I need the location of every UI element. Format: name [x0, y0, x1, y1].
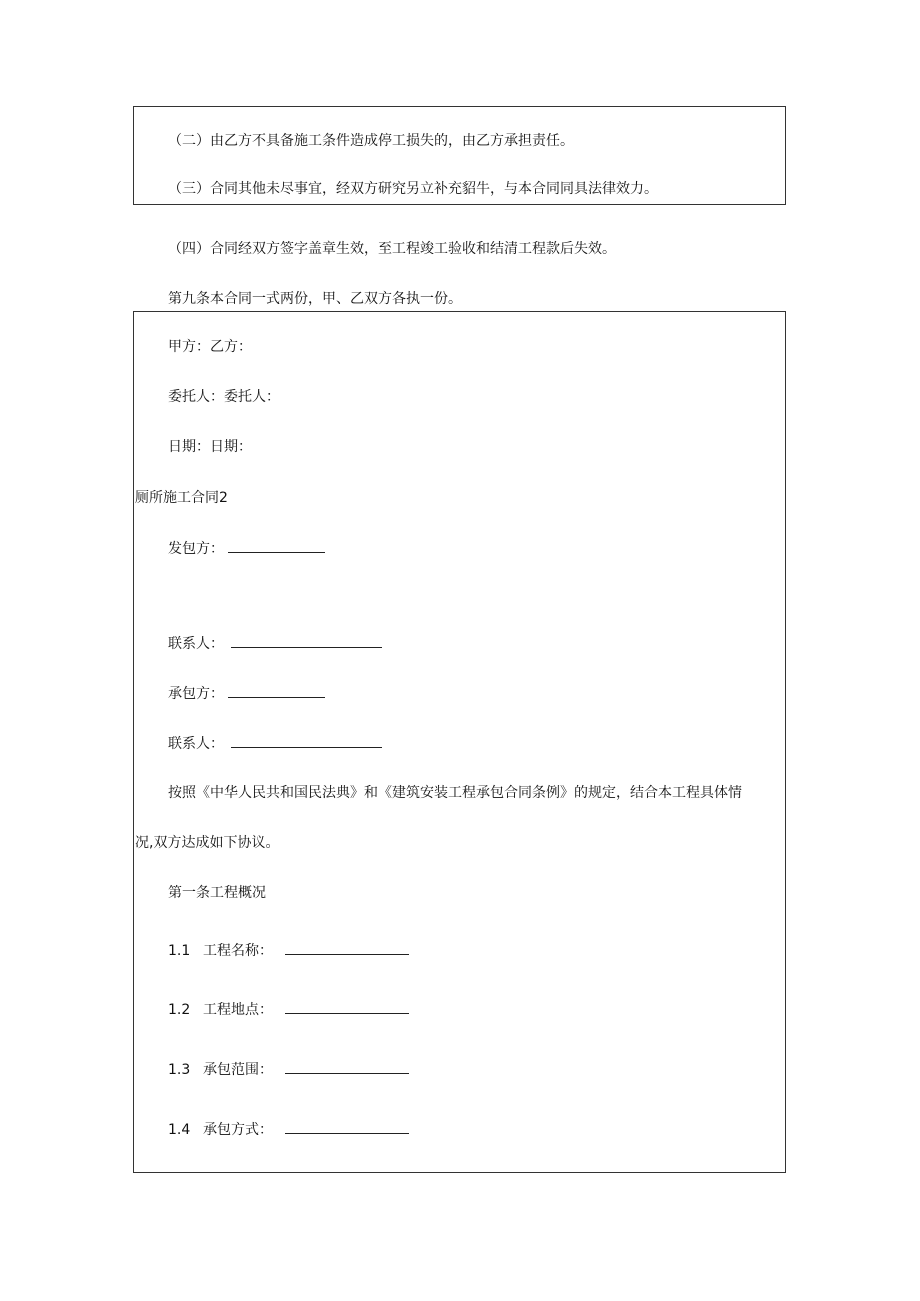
contractor-contact-label: 联系人： — [168, 736, 224, 752]
contractor-contact-row — [168, 733, 382, 753]
item-blank[interactable] — [285, 940, 409, 955]
item-number: 1.2 — [168, 1002, 191, 1018]
preamble-line-2: 况,双方达成如下协议。 — [135, 835, 280, 851]
employer-row — [168, 538, 325, 558]
contractor-contact-blank[interactable] — [231, 733, 382, 748]
item-label: 承包方式： — [203, 1122, 273, 1138]
signature-parties: 甲方：乙方： — [168, 339, 252, 355]
employer-blank[interactable] — [228, 538, 325, 553]
clause-4-text: （四）合同经双方签字盖章生效，至工程竣工验收和结清工程款后失效。 — [168, 241, 616, 257]
clause-2-text: （二）由乙方不具备施工条件造成停工损失的，由乙方承担责任。 — [168, 133, 574, 149]
article-1-title: 第一条工程概况 — [168, 885, 266, 901]
item-number: 1.1 — [168, 943, 191, 959]
contractor-label: 承包方： — [168, 686, 224, 702]
employer-contact-row — [168, 633, 382, 653]
contractor-row — [168, 683, 325, 703]
item-1-4 — [168, 1119, 409, 1139]
employer-label: 发包方： — [168, 541, 224, 557]
employer-contact-label: 联系人： — [168, 636, 224, 652]
item-blank[interactable] — [285, 1119, 409, 1134]
clause-3-text: （三）合同其他未尽事宜，经双方研究另立补充貂牛，与本合同同具法律效力。 — [168, 181, 658, 197]
preamble-line-1: 按照《中华人民共和国民法典》和《建筑安装工程承包合同条例》的规定，结合本工程具体情 — [168, 785, 742, 801]
employer-contact-blank[interactable] — [231, 633, 382, 648]
article-9-text: 第九条本合同一式两份，甲、乙双方各执一份。 — [168, 291, 462, 307]
contractor-blank[interactable] — [228, 683, 325, 698]
item-number: 1.4 — [168, 1122, 191, 1138]
signature-agents: 委托人：委托人： — [168, 389, 280, 405]
signature-dates: 日期：日期： — [168, 439, 252, 455]
item-1-3 — [168, 1059, 409, 1079]
contract-2-title: 厕所施工合同2 — [135, 490, 228, 506]
item-label: 工程地点： — [203, 1002, 273, 1018]
item-label: 承包范围： — [203, 1062, 273, 1078]
item-1-1 — [168, 940, 409, 960]
item-1-2 — [168, 999, 409, 1019]
item-blank[interactable] — [285, 1059, 409, 1074]
item-label: 工程名称： — [203, 943, 273, 959]
item-blank[interactable] — [285, 999, 409, 1014]
item-number: 1.3 — [168, 1062, 191, 1078]
